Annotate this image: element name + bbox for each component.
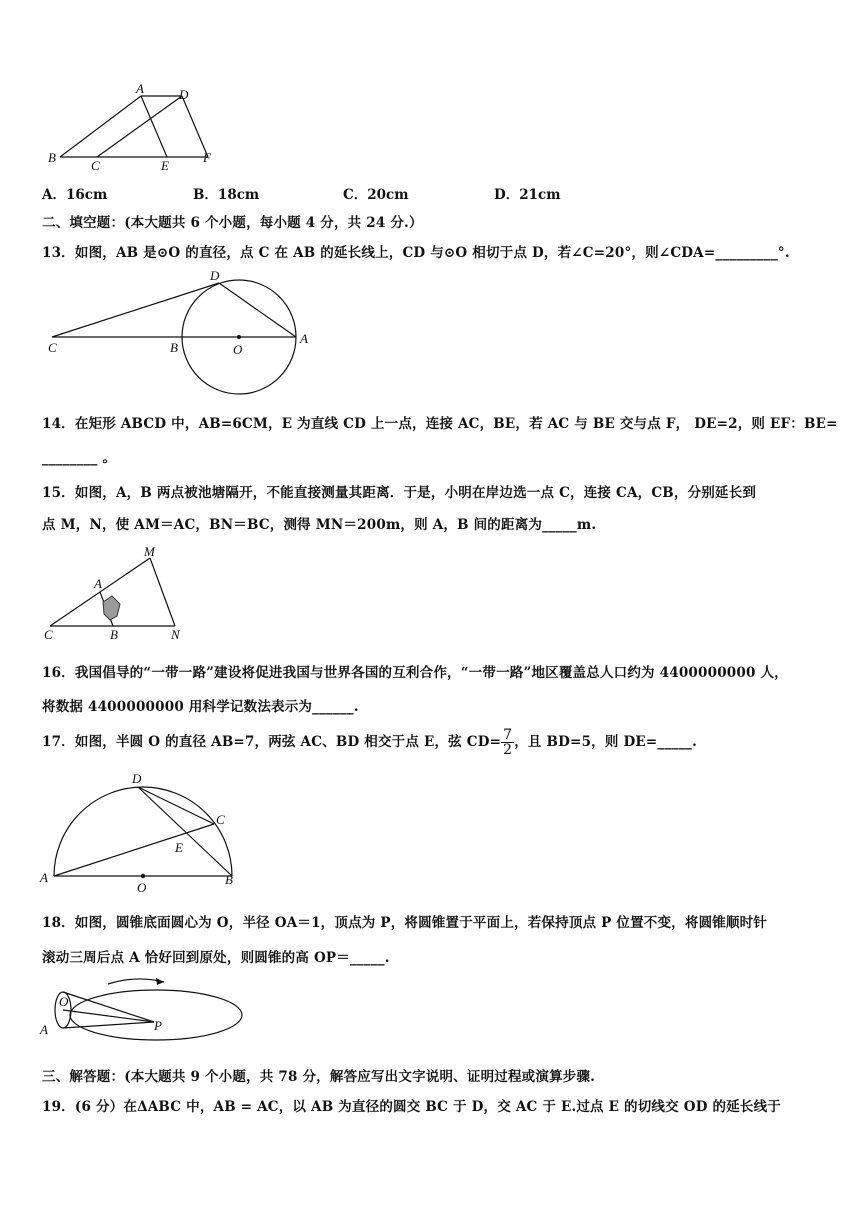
figure-q13 xyxy=(40,268,320,396)
label-A: A xyxy=(300,331,308,346)
label-C: C xyxy=(216,812,225,827)
figure-q18 xyxy=(36,972,251,1042)
label-C: C xyxy=(91,158,100,173)
choice-a-text: 16cm xyxy=(65,187,108,203)
question-15-line-1: 15．如图，A，B 两点被池塘隔开，不能直接测量其距离．于是，小明在岸边选一点 C，连接 CA，CB，分别延长到 xyxy=(42,485,757,501)
label-F: F xyxy=(203,150,211,165)
choice-d-key: D． xyxy=(494,187,520,203)
choice-b xyxy=(193,183,259,203)
choice-d-text: 21cm xyxy=(519,187,561,203)
question-16-line-1: 16．我国倡导的“一带一路”建设将促进我国与世界各国的互利合作，“一带一路”地区覆盖总人口约为 4400000000 人， xyxy=(42,665,788,681)
question-13: 13．如图，AB 是⊙O 的直径，点 C 在 AB 的延长线上，CD 与⊙O 相切于点 D，若∠C=20°，则∠CDA=_________°. xyxy=(42,245,790,261)
label-N: N xyxy=(171,627,180,642)
question-16-line-2: 将数据 4400000000 用科学记数法表示为______. xyxy=(42,699,359,715)
label-B: B xyxy=(48,150,56,165)
label-P: P xyxy=(154,1018,162,1033)
figure-q15 xyxy=(40,544,200,644)
question-18-line-1: 18．如图，圆锥底面圆心为 O，半径 OA＝1，顶点为 P，将圆锥置于平面上，若保持顶点 P 位置不变，将圆锥顺时针 xyxy=(42,915,768,931)
choice-b-key: B． xyxy=(193,187,218,203)
figure-q12 xyxy=(40,82,230,174)
choice-a-key: A． xyxy=(42,187,66,203)
fraction-cd xyxy=(501,728,514,757)
section-2-heading: 二、填空题：(本大题共 6 个小题，每小题 4 分，共 24 分.） xyxy=(42,215,423,231)
label-A: A xyxy=(136,82,144,96)
fraction-denominator: 2 xyxy=(503,742,513,758)
label-M: M xyxy=(144,544,155,559)
label-B: B xyxy=(170,340,178,355)
label-C: C xyxy=(48,340,57,355)
label-B: B xyxy=(225,872,233,887)
question-17-after: ，且 BD=5，则 DE=_____. xyxy=(514,734,698,750)
question-15-line-2: 点 M，N，使 AM＝AC，BN＝BC，测得 MN＝200m，则 A，B 间的距离为_____m. xyxy=(42,517,597,533)
figure-q17 xyxy=(36,766,246,894)
label-D: D xyxy=(179,87,189,102)
question-17-before: 17．如图，半圆 O 的直径 AB=7，两弦 AC、BD 相交于点 E，弦 CD= xyxy=(42,734,502,750)
question-14-line-2: ________ 。 xyxy=(42,450,117,466)
question-18-line-2: 滚动三周后点 A 恰好回到原处，则圆锥的高 OP＝_____. xyxy=(42,950,390,966)
choice-b-text: 18cm xyxy=(217,187,260,203)
label-E: E xyxy=(175,840,183,855)
question-14-line-1: 14．在矩形 ABCD 中，AB=6CM，E 为直线 CD 上一点，连接 AC，BE，若 AC 与 BE 交与点 F， DE=2，则 EF：BE= xyxy=(42,416,838,432)
label-A: A xyxy=(40,1022,48,1037)
section-3-heading: 三、解答题：(本大题共 9 个小题，共 78 分，解答应写出文字说明、证明过程或演算步骤. xyxy=(42,1069,596,1085)
label-O: O xyxy=(59,994,69,1009)
label-O: O xyxy=(233,342,243,357)
label-D: D xyxy=(210,268,220,283)
label-C: C xyxy=(44,627,53,642)
label-D: D xyxy=(132,771,142,786)
question-17 xyxy=(42,728,697,757)
choice-a xyxy=(42,183,107,203)
choice-c xyxy=(343,183,409,203)
label-O: O xyxy=(137,880,147,894)
label-A: A xyxy=(94,576,102,591)
label-A: A xyxy=(40,870,48,885)
fraction-numerator: 7 xyxy=(503,727,513,743)
label-B: B xyxy=(110,627,118,642)
question-19: 19．(6 分）在ΔABC 中，AB = AC，以 AB 为直径的圆交 BC 于 D，交 AC 于 E.过点 E 的切线交 OD 的延长线于 xyxy=(42,1099,781,1115)
choice-c-key: C． xyxy=(343,187,368,203)
choice-c-text: 20cm xyxy=(367,187,409,203)
label-E: E xyxy=(161,158,169,173)
choice-d xyxy=(494,183,561,203)
